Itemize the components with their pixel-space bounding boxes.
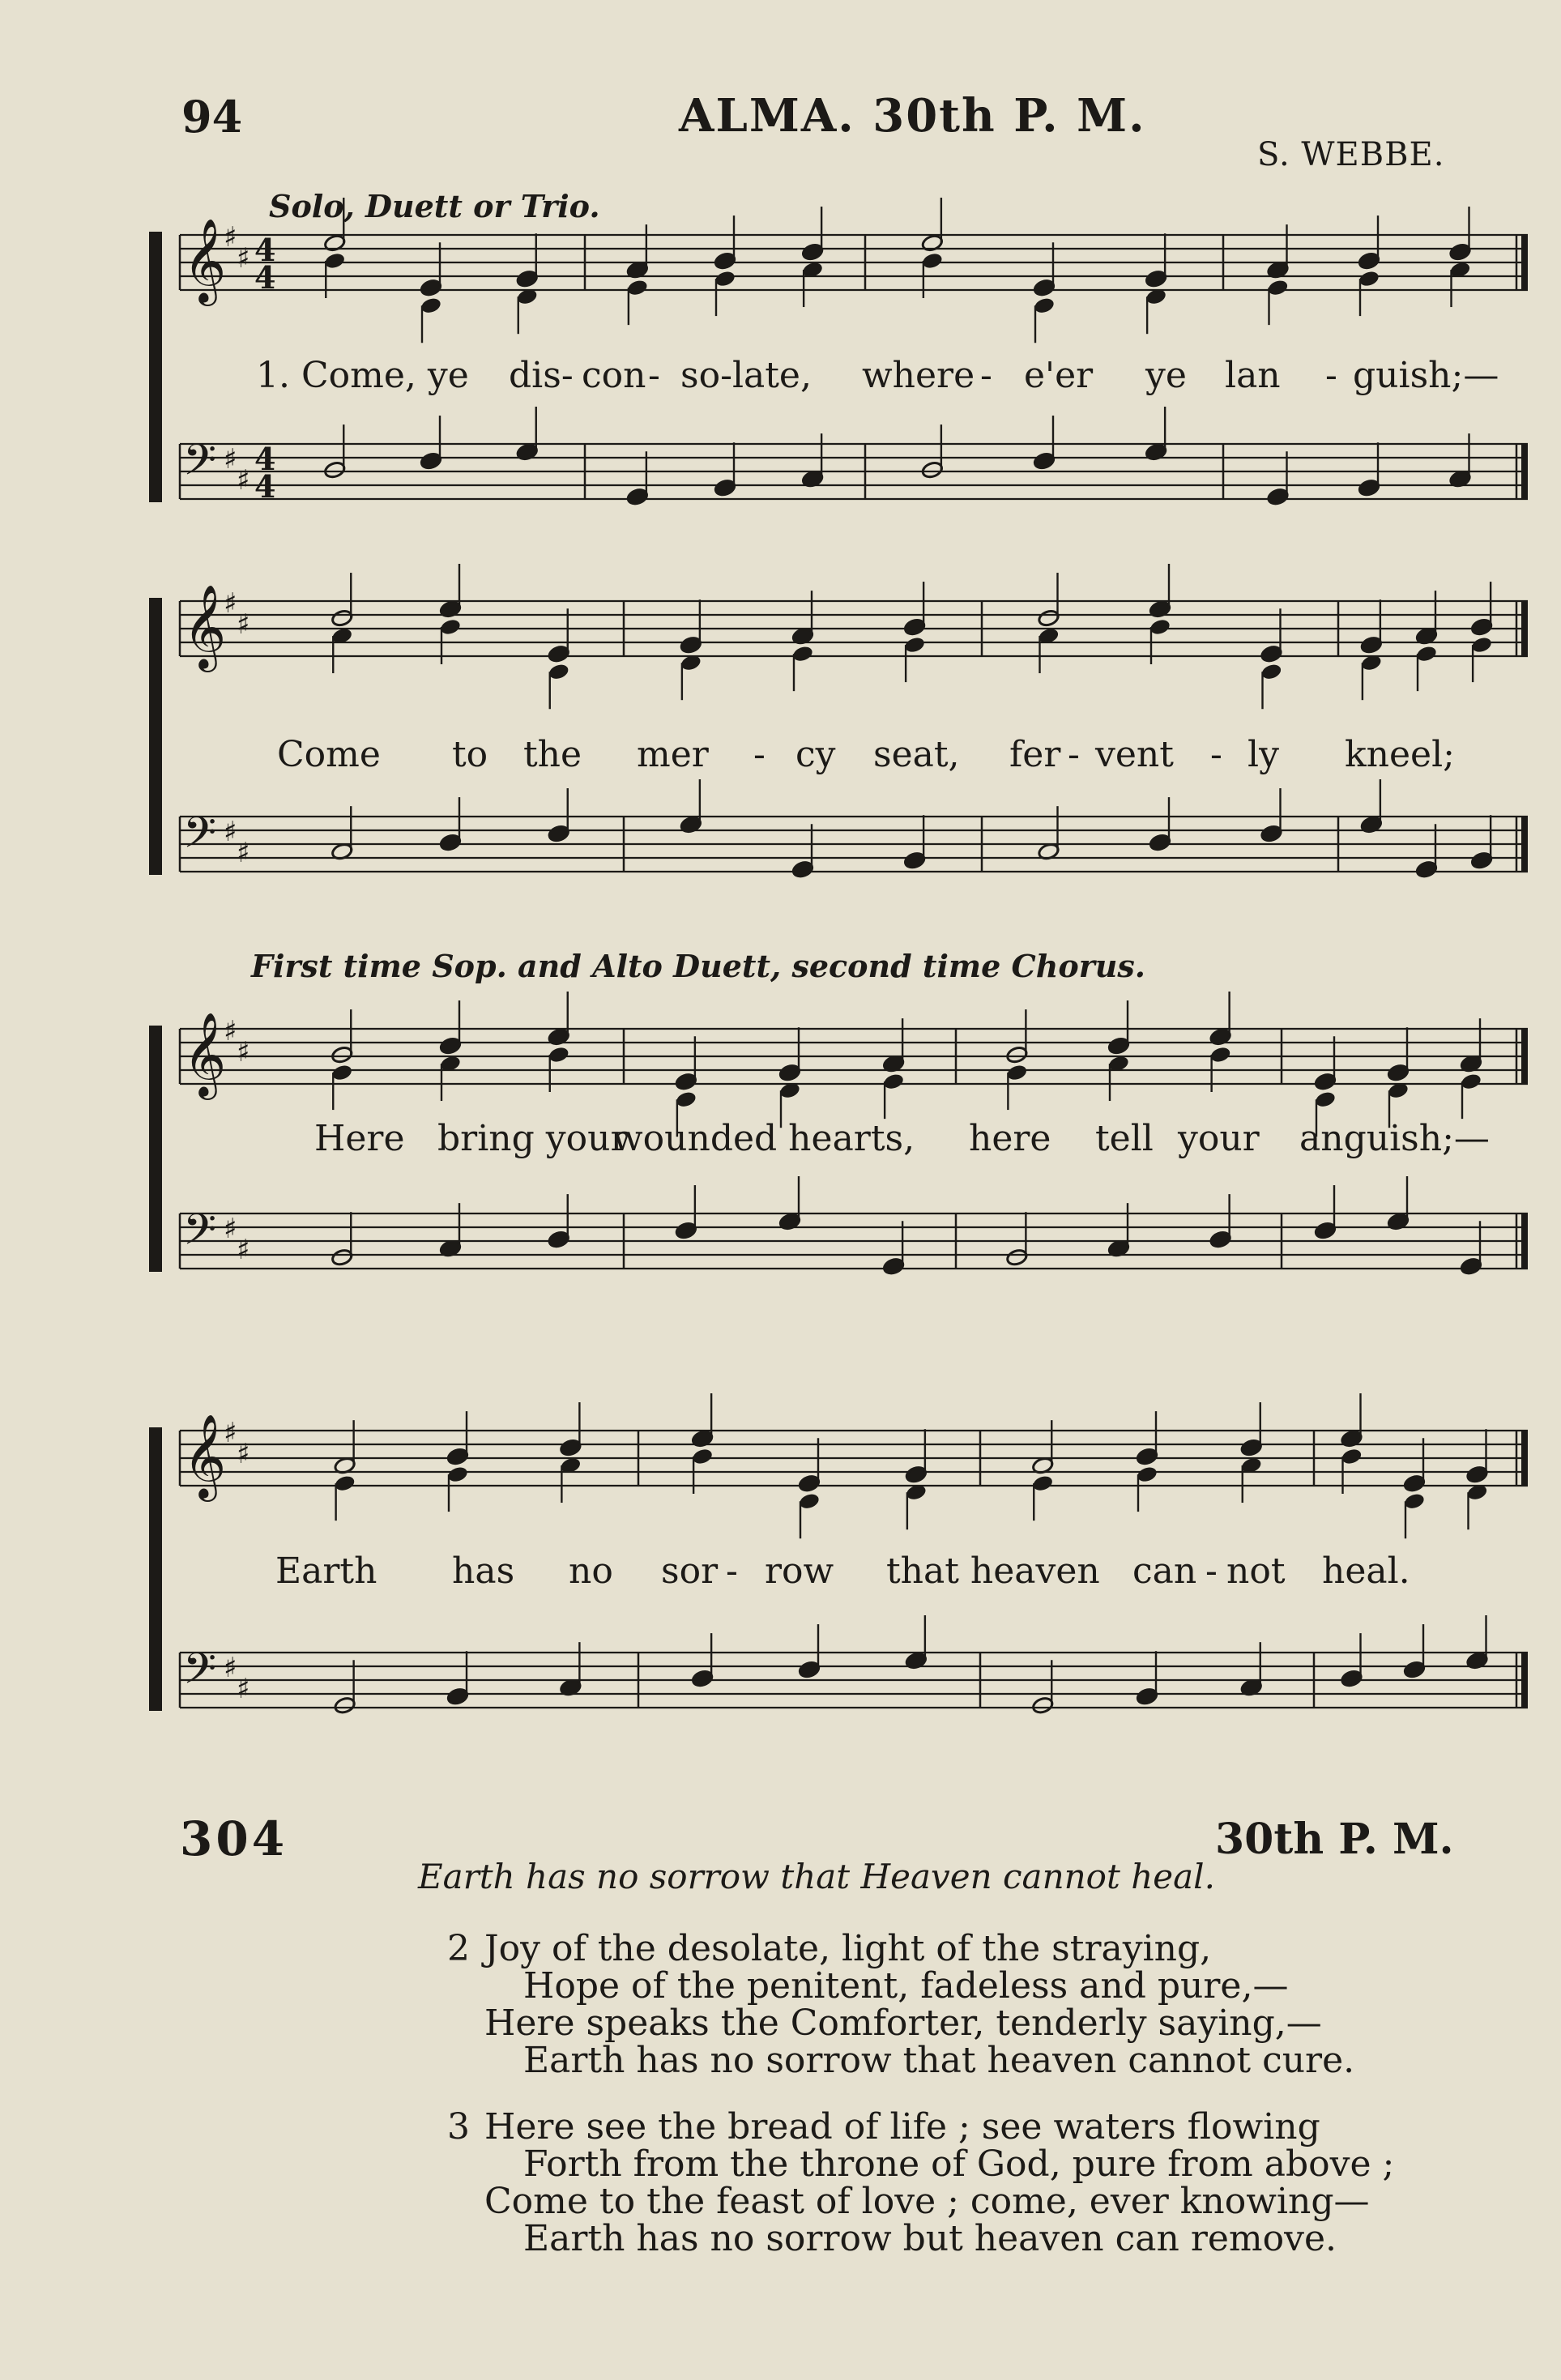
sharp-sign: ♯	[224, 1417, 237, 1449]
lyric-syllable: Come	[277, 734, 381, 775]
verse-line: Joy of the desolate, light of the straying,	[484, 1928, 1212, 1969]
final-barline	[1521, 817, 1528, 872]
performance-direction: Solo, Duett or Trio.	[269, 188, 600, 224]
sharp-sign: ♯	[224, 443, 237, 476]
lyric-syllable: your	[1178, 1118, 1260, 1159]
final-barline	[1521, 444, 1528, 499]
final-barline	[1521, 1213, 1528, 1269]
page-number: 94	[181, 91, 243, 143]
final-barline	[1521, 1029, 1528, 1084]
time-signature: 4	[254, 441, 276, 477]
lyric-syllable: bring your	[437, 1118, 628, 1159]
lyric-syllable: -	[1325, 355, 1337, 396]
sharp-sign: ♯	[224, 816, 237, 848]
sharp-sign: ♯	[237, 1036, 250, 1068]
final-barline	[1521, 601, 1528, 656]
sharp-sign: ♯	[237, 1673, 250, 1705]
verse-line: Hope of the penitent, fadeless and pure,—	[523, 1965, 1289, 2007]
lyric-syllable: 1. Come, ye	[256, 355, 469, 396]
sharp-sign: ♯	[237, 464, 250, 497]
lyric-syllable: guish;—	[1353, 355, 1499, 396]
sharp-sign: ♯	[237, 1234, 250, 1266]
hymn-subtitle: Earth has no sorrow that Heaven cannot heal.	[418, 1857, 1215, 1896]
lyric-syllable: -	[753, 734, 766, 775]
lyric-syllable: e'er	[1024, 355, 1094, 396]
lyric-syllable: sor	[661, 1550, 719, 1592]
lyric-syllable: con	[582, 355, 646, 396]
sharp-sign: ♯	[224, 221, 237, 254]
performance-direction: First time Sop. and Alto Duett, second time Chorus.	[251, 948, 1146, 984]
lyric-syllable: here	[969, 1118, 1051, 1159]
lyric-syllable: lan	[1225, 355, 1281, 396]
final-barline	[1521, 1431, 1528, 1486]
lyric-syllable: that heaven	[886, 1550, 1100, 1592]
sharp-sign: ♯	[224, 1213, 237, 1245]
lyric-syllable: -	[1068, 734, 1080, 775]
verse-line: Forth from the throne of God, pure from above ;	[523, 2143, 1395, 2185]
system-brace	[149, 598, 162, 875]
lyric-syllable: can	[1132, 1550, 1197, 1592]
time-signature: 4	[254, 232, 276, 268]
bass-clef: 𝄢	[183, 1644, 217, 1704]
time-signature: 4	[254, 468, 276, 505]
bass-clef: 𝄢	[183, 436, 217, 496]
lyric-syllable: where	[862, 355, 975, 396]
verse-line: Earth has no sorrow that heaven cannot cure.	[523, 2040, 1355, 2081]
lyric-syllable: cy	[795, 734, 836, 775]
treble-clef: 𝄞	[183, 1414, 227, 1499]
lyric-syllable: to	[452, 734, 488, 775]
lyric-syllable: the	[523, 734, 582, 775]
sharp-sign: ♯	[224, 1652, 237, 1684]
verse-number: 2	[447, 1928, 470, 1969]
final-barline	[1521, 235, 1528, 290]
system-brace	[149, 232, 162, 502]
lyric-syllable: -	[726, 1550, 738, 1592]
lyric-syllable: -	[980, 355, 992, 396]
time-signature: 4	[254, 259, 276, 296]
sharp-sign: ♯	[224, 587, 237, 620]
hymn-number: 304	[180, 1811, 288, 1866]
composer-name: S. WEBBE.	[1257, 136, 1445, 173]
lyric-syllable: Earth	[275, 1550, 377, 1592]
lyric-syllable: wounded hearts,	[612, 1118, 915, 1159]
sharp-sign: ♯	[237, 608, 250, 641]
lyric-syllable: not	[1226, 1550, 1286, 1592]
lyric-syllable: dis-	[509, 355, 574, 396]
lyric-syllable: ye	[1145, 355, 1187, 396]
sharp-sign: ♯	[237, 242, 250, 275]
tune-title: ALMA. 30th P. M.	[679, 89, 1146, 143]
final-barline	[1521, 1653, 1528, 1708]
treble-clef: 𝄞	[183, 1012, 227, 1097]
lyric-syllable: no	[569, 1550, 613, 1592]
system-brace	[149, 1427, 162, 1711]
lyric-syllable: tell	[1095, 1118, 1154, 1159]
lyric-syllable: kneel;	[1345, 734, 1455, 775]
lyric-syllable: mer	[637, 734, 709, 775]
lyric-syllable: row	[765, 1550, 834, 1592]
lyric-syllable: seat,	[873, 734, 960, 775]
verse-line: Earth has no sorrow but heaven can remove.	[523, 2218, 1337, 2259]
lyric-syllable: fer	[1009, 734, 1061, 775]
lyric-syllable: -	[1205, 1550, 1218, 1592]
lyric-syllable: heal.	[1322, 1550, 1410, 1592]
verse-line: Here see the bread of life ; see waters flowing	[484, 2106, 1320, 2148]
treble-clef: 𝄞	[183, 584, 227, 669]
lyric-syllable: so-late,	[680, 355, 812, 396]
lyric-syllable: has	[452, 1550, 515, 1592]
sharp-sign: ♯	[237, 1438, 250, 1470]
bass-clef: 𝄢	[183, 1205, 217, 1265]
lyric-syllable: -	[648, 355, 660, 396]
lyric-syllable: anguish;—	[1299, 1118, 1490, 1159]
hymn-meter: 30th P. M.	[1215, 1815, 1454, 1864]
bass-clef: 𝄢	[183, 808, 217, 868]
lyric-syllable: -	[1210, 734, 1222, 775]
sharp-sign: ♯	[224, 1015, 237, 1047]
system-brace	[149, 1026, 162, 1272]
lyric-syllable: vent	[1095, 734, 1174, 775]
verse-line: Come to the feast of love ; come, ever knowing—	[484, 2181, 1370, 2222]
verse-line: Here speaks the Comforter, tenderly saying,—	[484, 2003, 1322, 2044]
lyric-syllable: Here	[314, 1118, 405, 1159]
sharp-sign: ♯	[237, 837, 250, 869]
verse-number: 3	[447, 2106, 470, 2148]
lyric-syllable: ly	[1248, 734, 1279, 775]
treble-clef: 𝄞	[183, 218, 227, 303]
